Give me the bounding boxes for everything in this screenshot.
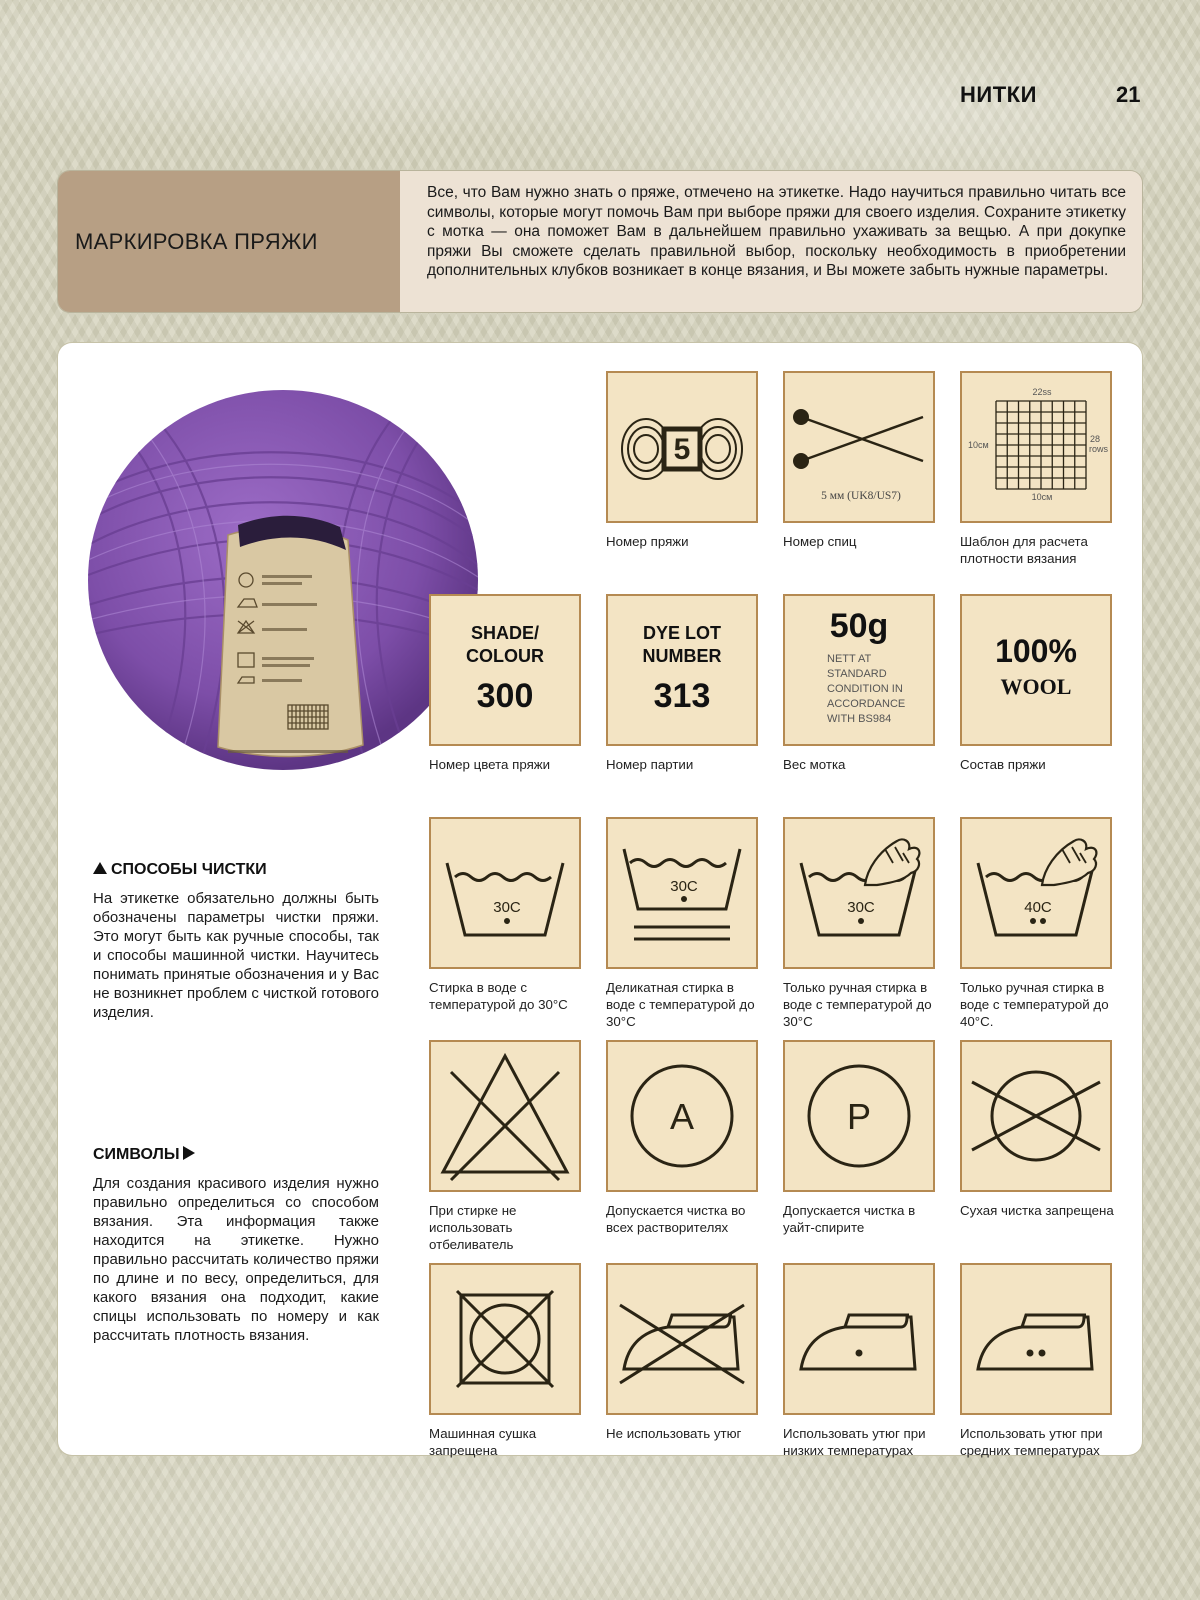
caption-iron-low: Использовать утюг при низких температурах xyxy=(783,1426,926,1458)
weight-note-5: WITH BS984 xyxy=(827,713,892,725)
tile-wash-30 xyxy=(429,817,581,969)
symbols-section-text: Для создания красивого изделия нужно правильно определиться со способом вязания. Эта информация также находится на этикетке. Нужно правильно рассчитать количество пряжи по длине и по весу, определиться, для какого вязания она подходит, какие спицы использовать по номеру и как рассчитать плотность вязания. xyxy=(93,1175,379,1344)
no-tumble-dry-icon xyxy=(431,1265,579,1413)
dry-clean-p-letter: P xyxy=(846,1096,872,1137)
page-number: 21 xyxy=(1116,82,1141,107)
yarn-ball-illustration xyxy=(78,375,488,775)
gauge-stitches: 22ss xyxy=(1032,387,1052,397)
symbols-title-text: СИМВОЛЫ xyxy=(93,1146,180,1163)
caption-no-dry-clean: Сухая чистка запрещена xyxy=(960,1203,1114,1218)
caption-hand30: Только ручная стирка в воде с температурой до 30°С xyxy=(783,980,932,1029)
tile-hand-40 xyxy=(960,817,1112,969)
intro-title-box xyxy=(58,171,400,312)
caption-wash30: Стирка в воде с температурой до 30°С xyxy=(429,980,568,1012)
caption-no-tumble: Машинная сушка запрещена xyxy=(429,1426,537,1458)
gauge-grid-icon xyxy=(962,373,1110,521)
gauge-height: 10см xyxy=(1031,492,1053,502)
weight-note-1: NETT AT xyxy=(827,653,872,665)
weight-note-4: ACCORDANCE xyxy=(827,698,906,710)
tile-shade xyxy=(429,594,581,746)
tile-composition xyxy=(960,594,1112,746)
cleaning-section-text: На этикетке обязательно должны быть обозначены параметры чистки пряжи. Это могут быть как ручные способы, так и способы машинной чистки. Научитесь понимать принятые обозначения и у Вас не возникнет проблем с чисткой готового изделия. xyxy=(93,890,380,1021)
tile-dye-lot xyxy=(606,594,758,746)
gauge-rows-number: 28 xyxy=(1090,434,1101,444)
caption-weight: Вес мотка xyxy=(783,757,846,772)
dry-clean-a-icon xyxy=(608,1042,756,1190)
wash-temp-2: 30C xyxy=(670,878,698,895)
delicate-wash-icon xyxy=(608,819,756,967)
tile-delicate-30 xyxy=(606,817,758,969)
caption-gauge: Шаблон для расчета плотности вязания xyxy=(960,534,1088,566)
no-bleach-icon xyxy=(431,1042,579,1190)
tile-iron-mid xyxy=(960,1263,1112,1415)
triangle-right-icon xyxy=(183,1146,195,1160)
weight-value: 50g xyxy=(829,607,889,645)
iron-medium-icon xyxy=(962,1265,1110,1413)
yarn-number-value: 5 xyxy=(673,433,691,466)
wash-temp-4: 40C xyxy=(1024,899,1052,916)
cleaning-section-title xyxy=(93,861,267,879)
tile-no-dry-clean xyxy=(960,1040,1112,1192)
tile-no-bleach xyxy=(429,1040,581,1192)
dry-clean-a-letter: A xyxy=(669,1096,695,1137)
wash-temp-1: 30C xyxy=(493,899,521,916)
symbols-section-title xyxy=(93,1146,195,1164)
caption-solvent-a: Допускается чистка во всех растворителях xyxy=(606,1203,746,1235)
yarn-skein-icon xyxy=(608,373,756,521)
intro-text-box xyxy=(400,171,1142,312)
wash-tub-icon xyxy=(431,819,579,967)
triangle-up-icon xyxy=(93,862,107,874)
tile-iron-low xyxy=(783,1263,935,1415)
cleaning-title-text: СПОСОБЫ ЧИСТКИ xyxy=(111,861,267,878)
page-title: МАРКИРОВКА ПРЯЖИ xyxy=(75,228,318,254)
caption-delicate30: Деликатная стирка в воде с температурой до 30°С xyxy=(606,980,755,1029)
composition-value: 100% xyxy=(995,633,1077,669)
dye-label-1: DYE LOT xyxy=(642,623,721,643)
gauge-rows-word: rows xyxy=(1089,444,1109,454)
weight-note-2: STANDARD xyxy=(827,668,887,680)
intro-header xyxy=(58,171,1142,312)
tile-solvent-a xyxy=(606,1040,758,1192)
dye-label-2: NUMBER xyxy=(642,646,722,666)
running-head: НИТКИ xyxy=(960,82,1037,107)
tile-yarn-number xyxy=(606,371,758,523)
caption-composition: Состав пряжи xyxy=(960,757,1046,772)
tile-needle-number xyxy=(783,371,935,523)
caption-hand40: Только ручная стирка в воде с температурой до 40°С. xyxy=(960,980,1109,1029)
tile-solvent-p xyxy=(783,1040,935,1192)
wash-temp-3: 30C xyxy=(847,899,875,916)
shade-label-2: COLOUR xyxy=(466,646,544,666)
composition-material: WOOL xyxy=(1000,674,1072,699)
tile-weight xyxy=(783,594,935,746)
tile-hand-30 xyxy=(783,817,935,969)
needle-size-value: 5 мм (UK8/US7) xyxy=(821,490,901,502)
caption-no-iron: Не использовать утюг xyxy=(606,1426,742,1441)
dry-clean-p-icon xyxy=(785,1042,933,1190)
iron-low-icon xyxy=(785,1265,933,1413)
caption-needle-number: Номер спиц xyxy=(783,534,857,549)
hand-wash-icon xyxy=(962,819,1110,967)
intro-paragraph: Все, что Вам нужно знать о пряже, отмечено на этикетке. Надо научиться правильно читать все символы, которые могут помочь Вам при выборе пряжи для своего изделия. Сохраните этикетку с мотка — она поможет Вам в дальнейшем правильно ухаживать за вещью. А при докупке пряжи Вы сможете сделать правильной выбор, поскольку необходимость в приобретении дополнительных клубков возникает в конце вязания, и Вы можете забыть нужные параметры. xyxy=(427,184,1126,279)
caption-yarn-number: Номер пряжи xyxy=(606,534,689,549)
caption-lot-number: Номер партии xyxy=(606,757,694,772)
no-dry-clean-icon xyxy=(962,1042,1110,1190)
caption-no-bleach: При стирке не использовать отбеливатель xyxy=(429,1203,517,1252)
shade-value: 300 xyxy=(476,677,534,715)
tile-no-tumble xyxy=(429,1263,581,1415)
caption-iron-mid: Использовать утюг при средних температурах xyxy=(960,1426,1103,1458)
caption-solvent-p: Допускается чистка в уайт-спирите xyxy=(783,1203,916,1235)
caption-color-number: Номер цвета пряжи xyxy=(429,757,551,772)
shade-label-1: SHADE/ xyxy=(470,623,539,643)
hand-wash-icon xyxy=(785,819,933,967)
dye-value: 313 xyxy=(653,677,711,715)
tile-no-iron xyxy=(606,1263,758,1415)
weight-note-3: CONDITION IN xyxy=(827,683,903,695)
tile-gauge xyxy=(960,371,1112,523)
knitting-needles-icon xyxy=(785,373,933,521)
gauge-width: 10см xyxy=(968,440,989,450)
no-iron-icon xyxy=(608,1265,756,1413)
